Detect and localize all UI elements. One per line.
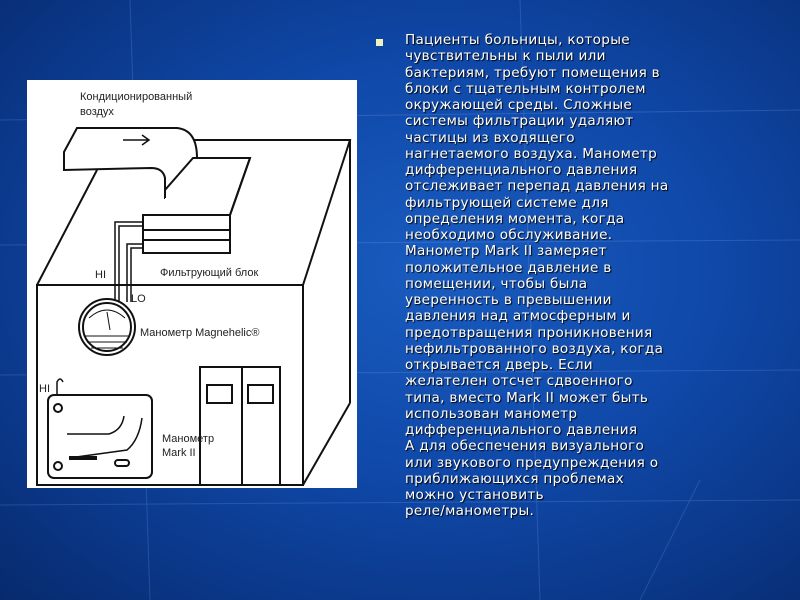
label-filter-block: Фильтрующий блок [160, 267, 259, 279]
body-line: А для обеспечения визуального [405, 438, 645, 455]
body-line: давления над атмосферным и [405, 308, 631, 325]
body-line: можно установить [405, 487, 544, 503]
body-line: уверенность в превышении [405, 292, 612, 308]
body-line: реле/манометры. [405, 503, 535, 520]
label-magnehelic: Манометр Magnehelic® [140, 327, 260, 339]
body-line: помещении, чтобы была [405, 275, 588, 292]
label-hi-mark2: HI [39, 383, 50, 395]
bullet-icon [376, 39, 383, 46]
room-top-edges [37, 170, 97, 285]
body-line: бактериям, требуют помещения в [405, 64, 660, 81]
body-line: блоки с тщательным контролем [405, 80, 646, 97]
label-mark2-1: Манометр [162, 433, 215, 445]
body-line: или звукового предупреждения о [405, 454, 659, 471]
slide-body-text [405, 32, 795, 520]
body-line: определения момента, когда [405, 210, 625, 227]
body-line: отслеживает перепад давления на [405, 178, 669, 195]
label-hi: HI [95, 269, 106, 281]
label-conditioned-air-2: воздух [80, 106, 114, 118]
body-line: приближающихся проблемах [405, 470, 625, 487]
body-line: положительное давление в [405, 259, 612, 276]
pressure-monitoring-diagram [27, 80, 357, 488]
body-line: типа, вместо Mark II может быть [405, 389, 649, 406]
body-line: Пациенты больницы, которые [405, 32, 630, 48]
body-line: желателен отсчет сдвоенного [405, 373, 633, 390]
magnehelic-gauge [79, 299, 135, 355]
label-conditioned-air: Кондиционированный [80, 91, 193, 103]
body-line: нефильтрованного воздуха, когда [405, 340, 664, 357]
body-line: нагнетаемого воздуха. Манометр [405, 145, 658, 162]
body-line: фильтрующей системе для [405, 194, 609, 211]
body-line: Манометр Mark II замеряет [405, 243, 607, 260]
label-lo: LO [131, 293, 146, 305]
body-line: использован манометр [405, 405, 578, 422]
body-line: открывается дверь. Если [405, 357, 593, 373]
body-line: системы фильтрации удаляют [405, 113, 634, 130]
body-line: частицы из входящего [405, 129, 575, 146]
body-line: предотвращения проникновения [405, 324, 653, 341]
body-line: необходимо обслуживание. [405, 227, 613, 243]
body-line: окружающей среды. Сложные [405, 97, 633, 113]
body-line: дифференциального давления [405, 162, 638, 178]
body-line: чувствительны к пыли или [405, 48, 606, 65]
body-line: дифференциального давления [405, 422, 638, 438]
label-mark2-2: Mark II [162, 447, 196, 459]
